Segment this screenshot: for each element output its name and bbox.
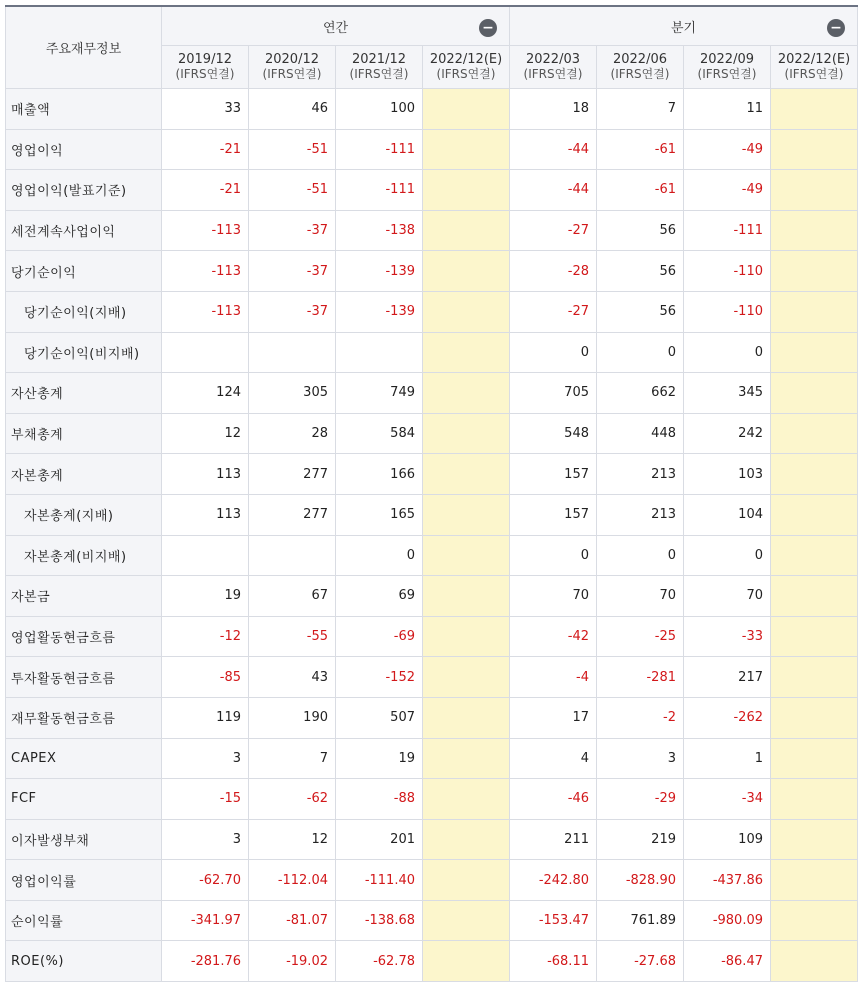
estimate-cell — [423, 657, 510, 698]
estimate-cell — [423, 494, 510, 535]
value-cell: 749 — [336, 373, 423, 414]
estimate-cell — [771, 860, 858, 901]
period-basis: (IFRS연결) — [436, 67, 496, 81]
table-row — [6, 129, 858, 170]
quarterly-group-label: 분기 — [670, 20, 697, 36]
value-cell: -49 — [684, 129, 771, 170]
value-cell: -27 — [510, 210, 597, 251]
estimate-cell — [423, 697, 510, 738]
estimate-cell — [423, 738, 510, 779]
value-cell: -21 — [162, 129, 249, 170]
value-cell: -88 — [336, 779, 423, 820]
value-cell: -81.07 — [249, 900, 336, 941]
estimate-cell — [423, 332, 510, 373]
estimate-cell — [423, 576, 510, 617]
value-cell: 69 — [336, 576, 423, 617]
estimate-cell — [423, 373, 510, 414]
value-cell: -111 — [336, 129, 423, 170]
estimate-cell — [771, 129, 858, 170]
estimate-cell — [423, 819, 510, 860]
value-cell: 3 — [162, 819, 249, 860]
value-cell: -42 — [510, 616, 597, 657]
row-label: 순이익률 — [6, 900, 162, 941]
value-cell: -44 — [510, 170, 597, 211]
table-row — [6, 576, 858, 617]
estimate-cell — [771, 535, 858, 576]
estimate-cell — [771, 210, 858, 251]
value-cell: 70 — [510, 576, 597, 617]
quarterly-group-header — [510, 6, 858, 46]
estimate-cell — [771, 332, 858, 373]
value-cell: -34 — [684, 779, 771, 820]
value-cell: 28 — [249, 413, 336, 454]
period-label: 2022/06 — [612, 52, 667, 67]
table-row — [6, 454, 858, 495]
value-cell: -12 — [162, 616, 249, 657]
value-cell: -51 — [249, 129, 336, 170]
value-cell: 4 — [510, 738, 597, 779]
estimate-cell — [423, 900, 510, 941]
value-cell: 507 — [336, 697, 423, 738]
value-cell: -49 — [684, 170, 771, 211]
value-cell: -153.47 — [510, 900, 597, 941]
value-cell — [249, 332, 336, 373]
value-cell: -62.78 — [336, 941, 423, 982]
value-cell: 3 — [162, 738, 249, 779]
value-cell: -111.40 — [336, 860, 423, 901]
value-cell: 56 — [597, 291, 684, 332]
value-cell: -51 — [249, 170, 336, 211]
value-cell: 201 — [336, 819, 423, 860]
value-cell: 166 — [336, 454, 423, 495]
table-row — [6, 738, 858, 779]
value-cell: -27.68 — [597, 941, 684, 982]
row-label: 당기순이익 — [6, 251, 162, 292]
value-cell: -37 — [249, 251, 336, 292]
value-cell: -113 — [162, 251, 249, 292]
value-cell: -62.70 — [162, 860, 249, 901]
table-row — [6, 210, 858, 251]
value-cell: 113 — [162, 494, 249, 535]
period-basis: (IFRS연결) — [610, 67, 670, 81]
value-cell: 157 — [510, 494, 597, 535]
period-label: 2022/12(E) — [429, 52, 503, 67]
period-basis: (IFRS연결) — [262, 67, 322, 81]
table-row — [6, 494, 858, 535]
value-cell: 0 — [336, 535, 423, 576]
value-cell: 345 — [684, 373, 771, 414]
table-row — [6, 819, 858, 860]
value-cell: 277 — [249, 494, 336, 535]
value-cell: -68.11 — [510, 941, 597, 982]
period-basis: (IFRS연결) — [697, 67, 757, 81]
value-cell: -281.76 — [162, 941, 249, 982]
value-cell: 662 — [597, 373, 684, 414]
estimate-cell — [771, 738, 858, 779]
period-label: 2021/12 — [351, 52, 406, 67]
estimate-cell — [423, 535, 510, 576]
value-cell: 70 — [684, 576, 771, 617]
value-cell: -437.86 — [684, 860, 771, 901]
table-row — [6, 373, 858, 414]
row-label: 영업이익(발표기준) — [6, 170, 162, 211]
table-row — [6, 860, 858, 901]
row-label: 자산총계 — [6, 373, 162, 414]
estimate-cell — [423, 170, 510, 211]
value-cell: 165 — [336, 494, 423, 535]
period-label: 2019/12 — [177, 52, 232, 67]
value-cell: 70 — [597, 576, 684, 617]
value-cell: 448 — [597, 413, 684, 454]
estimate-cell — [423, 860, 510, 901]
value-cell: -111 — [336, 170, 423, 211]
row-label: 매출액 — [6, 89, 162, 130]
period-header — [597, 46, 684, 89]
value-cell: -152 — [336, 657, 423, 698]
estimate-cell — [771, 494, 858, 535]
value-cell: 157 — [510, 454, 597, 495]
value-cell — [336, 332, 423, 373]
table-row — [6, 616, 858, 657]
value-cell: 100 — [336, 89, 423, 130]
estimate-cell — [771, 616, 858, 657]
row-label: 세전계속사업이익 — [6, 210, 162, 251]
row-label: 당기순이익(지배) — [6, 291, 162, 332]
period-header — [249, 46, 336, 89]
value-cell: -21 — [162, 170, 249, 211]
estimate-cell — [423, 779, 510, 820]
value-cell: -86.47 — [684, 941, 771, 982]
value-cell: 19 — [162, 576, 249, 617]
estimate-cell — [771, 576, 858, 617]
period-label: 2022/09 — [699, 52, 754, 67]
value-cell — [249, 535, 336, 576]
table-body — [6, 89, 858, 982]
value-cell: 18 — [510, 89, 597, 130]
row-label: 자본금 — [6, 576, 162, 617]
value-cell: 213 — [597, 454, 684, 495]
table-row — [6, 413, 858, 454]
value-cell: -37 — [249, 210, 336, 251]
value-cell: -44 — [510, 129, 597, 170]
value-cell: 56 — [597, 251, 684, 292]
estimate-cell — [771, 291, 858, 332]
value-cell: -111 — [684, 210, 771, 251]
value-cell: -139 — [336, 251, 423, 292]
value-cell: 0 — [597, 332, 684, 373]
row-label: 당기순이익(비지배) — [6, 332, 162, 373]
period-label: 2022/12(E) — [777, 52, 851, 67]
estimate-cell — [771, 941, 858, 982]
value-cell: -28 — [510, 251, 597, 292]
table-row — [6, 535, 858, 576]
row-label: 영업이익 — [6, 129, 162, 170]
table-row — [6, 332, 858, 373]
row-label: 부채총계 — [6, 413, 162, 454]
value-cell — [162, 332, 249, 373]
value-cell: -46 — [510, 779, 597, 820]
table-row — [6, 779, 858, 820]
value-cell: 548 — [510, 413, 597, 454]
table-row — [6, 941, 858, 982]
value-cell: 242 — [684, 413, 771, 454]
estimate-cell — [423, 251, 510, 292]
value-cell: -262 — [684, 697, 771, 738]
row-label: FCF — [6, 779, 162, 820]
value-cell: 11 — [684, 89, 771, 130]
row-label: ROE(%) — [6, 941, 162, 982]
value-cell: -980.09 — [684, 900, 771, 941]
table-row — [6, 291, 858, 332]
period-header — [336, 46, 423, 89]
period-basis: (IFRS연결) — [523, 67, 583, 81]
row-label: 영업활동현금흐름 — [6, 616, 162, 657]
period-header — [684, 46, 771, 89]
value-cell: 219 — [597, 819, 684, 860]
estimate-cell — [771, 900, 858, 941]
row-label: 자본총계(지배) — [6, 494, 162, 535]
period-basis: (IFRS연결) — [175, 67, 235, 81]
value-cell: 12 — [162, 413, 249, 454]
value-cell: 0 — [510, 332, 597, 373]
estimate-cell — [771, 697, 858, 738]
value-cell — [162, 535, 249, 576]
value-cell: 217 — [684, 657, 771, 698]
row-label: 자본총계(비지배) — [6, 535, 162, 576]
annual-collapse-icon[interactable]: − — [479, 19, 497, 37]
table-row — [6, 170, 858, 211]
estimate-cell — [423, 941, 510, 982]
estimate-cell — [771, 413, 858, 454]
value-cell: -110 — [684, 291, 771, 332]
value-cell: 211 — [510, 819, 597, 860]
value-cell: 0 — [510, 535, 597, 576]
value-cell: 17 — [510, 697, 597, 738]
estimate-cell — [423, 413, 510, 454]
estimate-cell — [771, 779, 858, 820]
table-header — [6, 6, 858, 89]
row-label: 투자활동현금흐름 — [6, 657, 162, 698]
value-cell: 0 — [684, 332, 771, 373]
value-cell: -828.90 — [597, 860, 684, 901]
value-cell: -113 — [162, 210, 249, 251]
value-cell: -15 — [162, 779, 249, 820]
period-basis: (IFRS연결) — [784, 67, 844, 81]
value-cell: -112.04 — [249, 860, 336, 901]
value-cell: 0 — [684, 535, 771, 576]
value-cell: 103 — [684, 454, 771, 495]
estimate-cell — [771, 819, 858, 860]
period-header — [771, 46, 858, 89]
row-label: CAPEX — [6, 738, 162, 779]
table-row — [6, 251, 858, 292]
value-cell: -61 — [597, 170, 684, 211]
estimate-cell — [771, 657, 858, 698]
value-cell: 1 — [684, 738, 771, 779]
corner-label: 주요재무정보 — [6, 6, 162, 89]
period-label: 2020/12 — [264, 52, 319, 67]
value-cell: -33 — [684, 616, 771, 657]
estimate-cell — [423, 129, 510, 170]
value-cell: 213 — [597, 494, 684, 535]
value-cell: 113 — [162, 454, 249, 495]
value-cell: 119 — [162, 697, 249, 738]
estimate-cell — [771, 454, 858, 495]
estimate-cell — [771, 251, 858, 292]
value-cell: -341.97 — [162, 900, 249, 941]
value-cell: -139 — [336, 291, 423, 332]
value-cell: 33 — [162, 89, 249, 130]
period-header — [510, 46, 597, 89]
period-basis: (IFRS연결) — [349, 67, 409, 81]
value-cell: -2 — [597, 697, 684, 738]
value-cell: 3 — [597, 738, 684, 779]
value-cell: 43 — [249, 657, 336, 698]
financial-summary-table — [5, 5, 858, 982]
value-cell: -281 — [597, 657, 684, 698]
value-cell: -113 — [162, 291, 249, 332]
value-cell: 46 — [249, 89, 336, 130]
table-row — [6, 89, 858, 130]
value-cell: 584 — [336, 413, 423, 454]
value-cell: 761.89 — [597, 900, 684, 941]
estimate-cell — [423, 210, 510, 251]
value-cell: -69 — [336, 616, 423, 657]
estimate-cell — [423, 291, 510, 332]
value-cell: 12 — [249, 819, 336, 860]
value-cell: -25 — [597, 616, 684, 657]
row-label: 이자발생부채 — [6, 819, 162, 860]
value-cell: -27 — [510, 291, 597, 332]
estimate-cell — [771, 373, 858, 414]
value-cell: -37 — [249, 291, 336, 332]
estimate-cell — [423, 616, 510, 657]
estimate-cell — [771, 170, 858, 211]
row-label: 재무활동현금흐름 — [6, 697, 162, 738]
table-row — [6, 900, 858, 941]
value-cell: -19.02 — [249, 941, 336, 982]
value-cell: 305 — [249, 373, 336, 414]
value-cell: -29 — [597, 779, 684, 820]
value-cell: -4 — [510, 657, 597, 698]
value-cell: 104 — [684, 494, 771, 535]
value-cell: 109 — [684, 819, 771, 860]
quarterly-collapse-icon[interactable]: − — [827, 19, 845, 37]
row-label: 자본총계 — [6, 454, 162, 495]
value-cell: 67 — [249, 576, 336, 617]
row-label: 영업이익률 — [6, 860, 162, 901]
period-label: 2022/03 — [525, 52, 580, 67]
value-cell: 19 — [336, 738, 423, 779]
period-header — [423, 46, 510, 89]
table-row — [6, 657, 858, 698]
value-cell: -61 — [597, 129, 684, 170]
value-cell: -85 — [162, 657, 249, 698]
value-cell: 277 — [249, 454, 336, 495]
value-cell: 705 — [510, 373, 597, 414]
annual-group-label: 연간 — [322, 20, 349, 36]
annual-group-header — [162, 6, 510, 46]
value-cell: -62 — [249, 779, 336, 820]
value-cell: -110 — [684, 251, 771, 292]
estimate-cell — [423, 89, 510, 130]
value-cell: 56 — [597, 210, 684, 251]
value-cell: -55 — [249, 616, 336, 657]
value-cell: 7 — [597, 89, 684, 130]
table-row — [6, 697, 858, 738]
value-cell: 190 — [249, 697, 336, 738]
value-cell: -138.68 — [336, 900, 423, 941]
value-cell: 0 — [597, 535, 684, 576]
value-cell: -242.80 — [510, 860, 597, 901]
period-header — [162, 46, 249, 89]
value-cell: 7 — [249, 738, 336, 779]
estimate-cell — [771, 89, 858, 130]
value-cell: 124 — [162, 373, 249, 414]
estimate-cell — [423, 454, 510, 495]
value-cell: -138 — [336, 210, 423, 251]
